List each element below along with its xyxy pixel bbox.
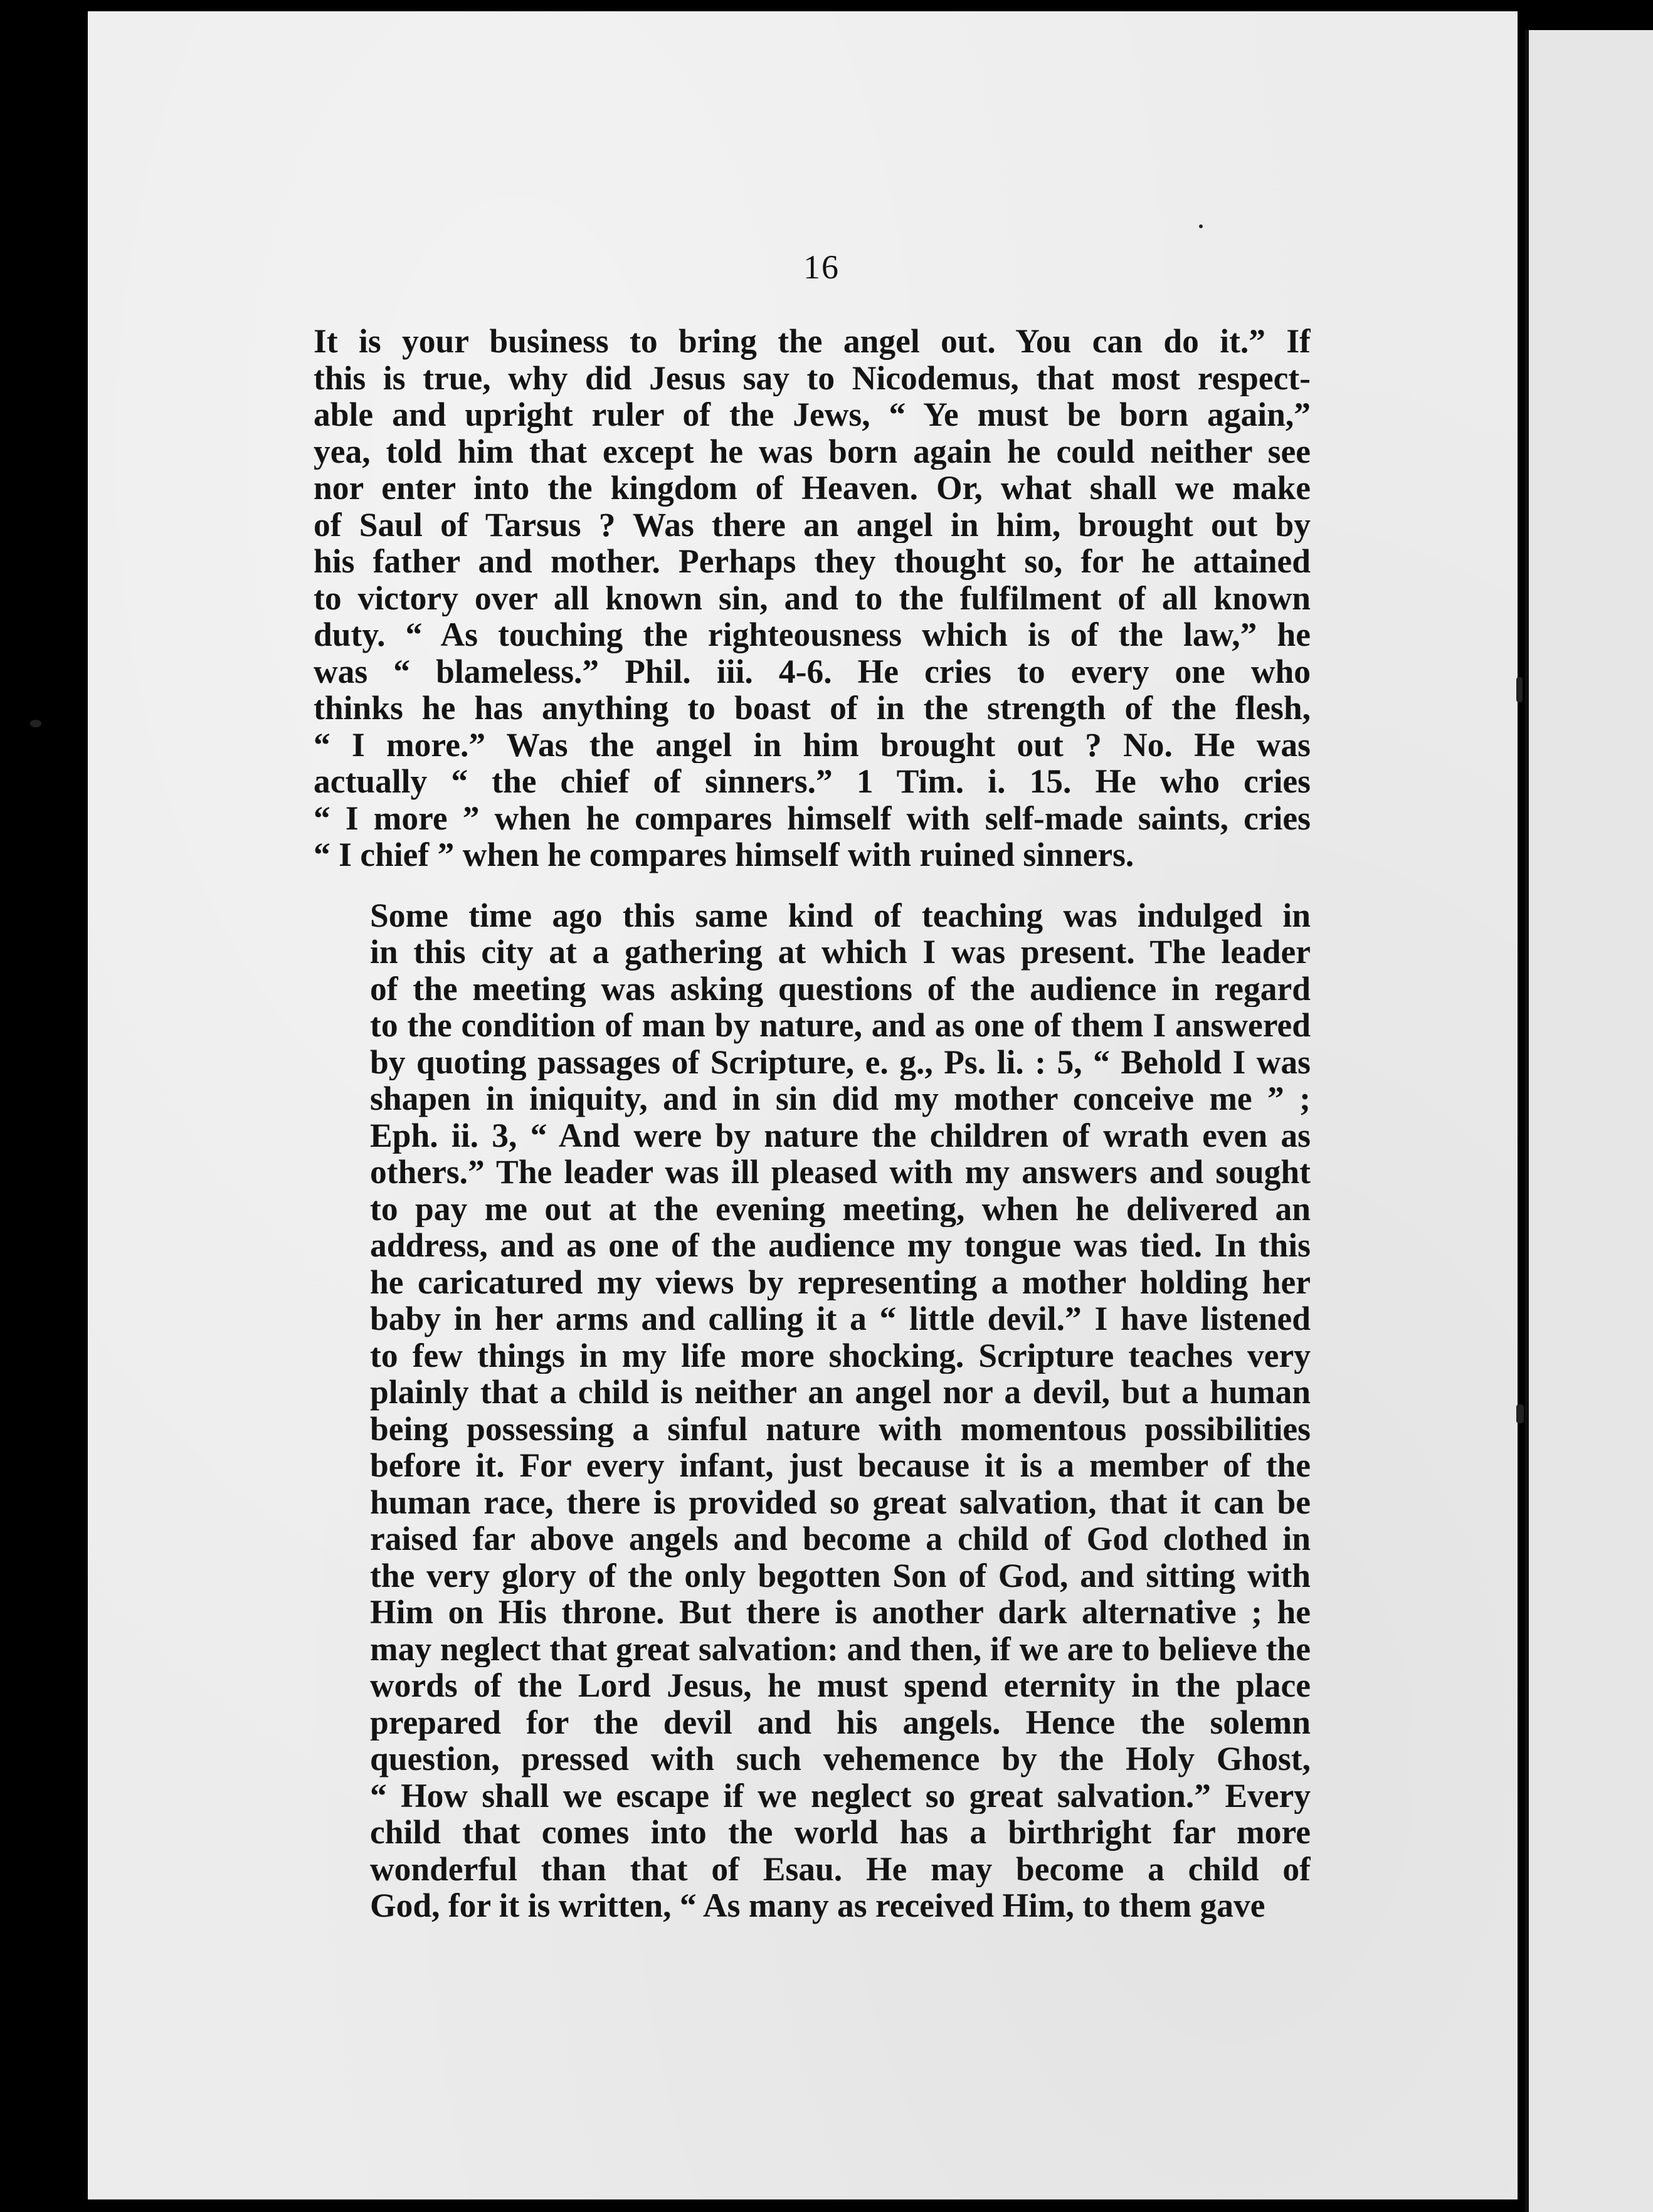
- text-line: to few things in my life more shocking. Scripture teaches very: [370, 1337, 1311, 1374]
- text-line: in this city at a gathering at which I was present. The leader: [370, 934, 1311, 971]
- text-line: God, for it is written, “ As many as received Him, to them gave: [370, 1887, 1265, 1924]
- text-line: actually “ the chief of sinners.” 1 Tim. i. 15. He who cries: [314, 763, 1311, 800]
- text-line: Him on His throne. But there is another dark alternative ; he: [370, 1594, 1311, 1631]
- text-line: baby in her arms and calling it a “ little devil.” I have listened: [370, 1300, 1311, 1337]
- scan-speck: [1516, 677, 1523, 702]
- text-line: “ I more ” when he compares himself with self-made saints, cries: [314, 799, 1311, 836]
- text-line: “ I more.” Was the angel in him brought out ? No. He was: [314, 726, 1311, 763]
- text-line: raised far above angels and become a child of God clothed in: [370, 1520, 1311, 1557]
- text-line: thinks he has anything to boast of in the strength of the flesh,: [314, 690, 1311, 727]
- page-number: 16: [803, 248, 840, 286]
- text-line: to the condition of man by nature, and as one of them I answered: [370, 1007, 1311, 1044]
- text-line: prepared for the devil and his angels. Hence the solemn: [370, 1704, 1311, 1741]
- scan-speck: [30, 720, 41, 727]
- text-line: “ How shall we escape if we neglect so great salvation.” Every: [370, 1777, 1311, 1814]
- text-line: words of the Lord Jesus, he must spend eternity in the place: [370, 1667, 1311, 1704]
- text-line: Some time ago this same kind of teaching was indulged in: [370, 897, 1311, 934]
- text-line: address, and as one of the audience my tongue was tied. In this: [370, 1227, 1311, 1264]
- text-line: Eph. ii. 3, “ And were by nature the children of wrath even as: [370, 1117, 1311, 1154]
- text-line: question, pressed with such vehemence by the Holy Ghost,: [370, 1741, 1311, 1778]
- text-line: he caricatured my views by representing a mother holding her: [370, 1263, 1311, 1300]
- text-line: yea, told him that except he was born again he could neither see: [314, 433, 1311, 470]
- text-line: before it. For every infant, just because it is a member of the: [370, 1447, 1311, 1484]
- text-line: It is your business to bring the angel out. You can do it.” If: [314, 323, 1311, 360]
- text-line: wonderful than that of Esau. He may become a child of: [370, 1850, 1311, 1887]
- text-line: this is true, why did Jesus say to Nicodemus, that most respect-: [314, 359, 1311, 396]
- text-line: able and upright ruler of the Jews, “ Ye must be born again,”: [314, 396, 1311, 433]
- text-line: shapen in iniquity, and in sin did my mother conceive me ” ;: [370, 1080, 1311, 1117]
- text-line: of the meeting was asking questions of the audience in regard: [370, 970, 1311, 1007]
- page-body-text: [314, 323, 1311, 1924]
- text-line: being possessing a sinful nature with momentous possibilities: [370, 1410, 1311, 1447]
- text-line: plainly that a child is neither an angel nor a devil, but a human: [370, 1374, 1311, 1411]
- text-line: may neglect that great salvation: and then, if we are to believe the: [370, 1630, 1311, 1667]
- text-line: “ I chief ” when he compares himself with ruined sinners.: [314, 836, 1134, 873]
- scan-speck: [1199, 224, 1203, 228]
- text-line: child that comes into the world has a birthright far more: [370, 1814, 1311, 1851]
- paragraph: [314, 323, 1311, 873]
- text-line: others.” The leader was ill pleased with my answers and sought: [370, 1154, 1311, 1191]
- text-line: nor enter into the kingdom of Heaven. Or, what shall we make: [314, 470, 1311, 507]
- text-line: the very glory of the only begotten Son of God, and sitting with: [370, 1557, 1311, 1594]
- scan-speck: [1516, 1404, 1524, 1423]
- text-line: to victory over all known sin, and to the fulfilment of all known: [314, 579, 1311, 616]
- text-line: human race, there is provided so great salvation, that it can be: [370, 1483, 1311, 1520]
- text-line: to pay me out at the evening meeting, when he delivered an: [370, 1190, 1311, 1227]
- text-line: of Saul of Tarsus ? Was there an angel in him, brought out by: [314, 506, 1311, 543]
- text-line: by quoting passages of Scripture, e. g., Ps. li. : 5, “ Behold I was: [370, 1043, 1311, 1080]
- text-line: duty. “ As touching the righteousness which is of the law,” he: [314, 616, 1311, 653]
- facing-page-edge: [1525, 30, 1653, 2212]
- text-line: his father and mother. Perhaps they thought so, for he attained: [314, 543, 1311, 580]
- paragraph: [314, 897, 1311, 1924]
- text-line: was “ blameless.” Phil. iii. 4-6. He cries to every one who: [314, 653, 1311, 690]
